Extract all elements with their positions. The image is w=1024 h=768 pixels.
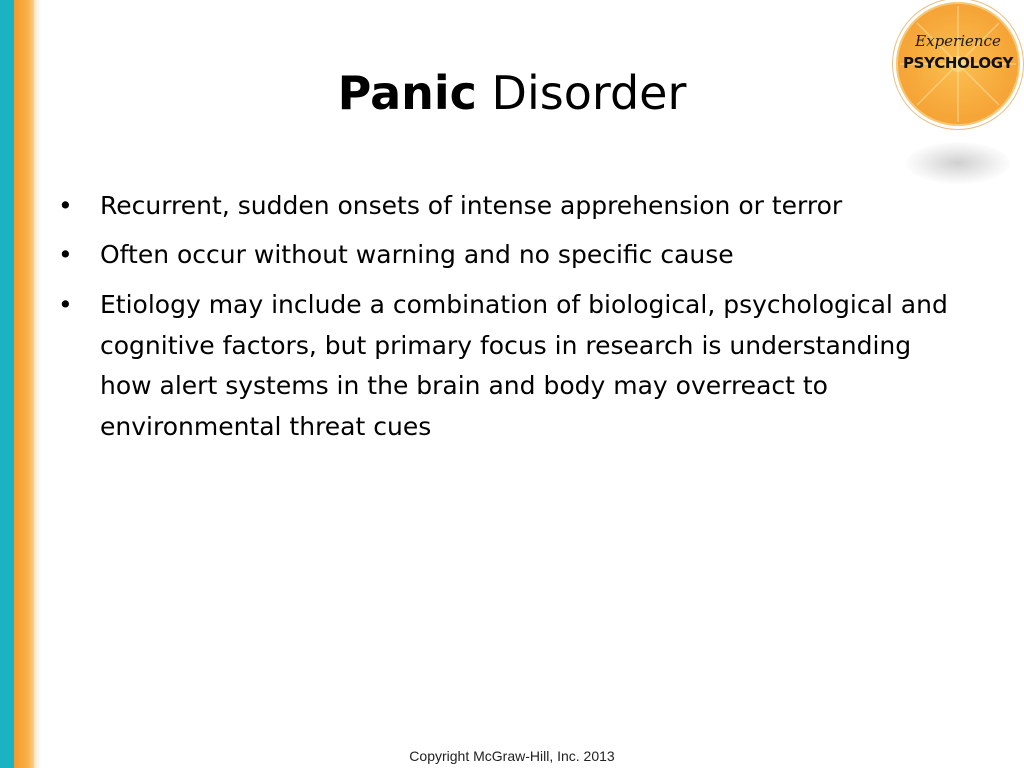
bullet-icon: • <box>58 290 73 319</box>
title-bold-word: Panic <box>337 66 477 120</box>
bullet-text: Often occur without warning and no specific cause <box>100 239 734 269</box>
title-rest: Disorder <box>491 66 687 120</box>
bullet-text: Etiology may include a combination of biological, psychological and cognitive factors, but primary focus in research is understanding how alert systems in the brain and body may overreact to environmental threat cues <box>100 290 948 441</box>
logo-shadow <box>906 142 1010 184</box>
logo-word-text: PSYCHOLOGY <box>902 54 1014 72</box>
bullet-list <box>58 186 958 455</box>
bullet-icon: • <box>58 191 73 220</box>
bullet-item <box>58 186 958 227</box>
bullet-icon: • <box>58 239 73 269</box>
slide-title <box>0 66 1024 121</box>
orange-slice-icon <box>896 2 1020 126</box>
logo-script-text: Experience <box>915 32 1001 50</box>
bullet-item <box>58 235 958 276</box>
copyright-footer: Copyright McGraw-Hill, Inc. 2013 <box>409 748 615 764</box>
bullet-item <box>58 285 958 447</box>
experience-psychology-logo <box>896 2 1020 126</box>
bullet-text: Recurrent, sudden onsets of intense apprehension or terror <box>100 191 843 220</box>
